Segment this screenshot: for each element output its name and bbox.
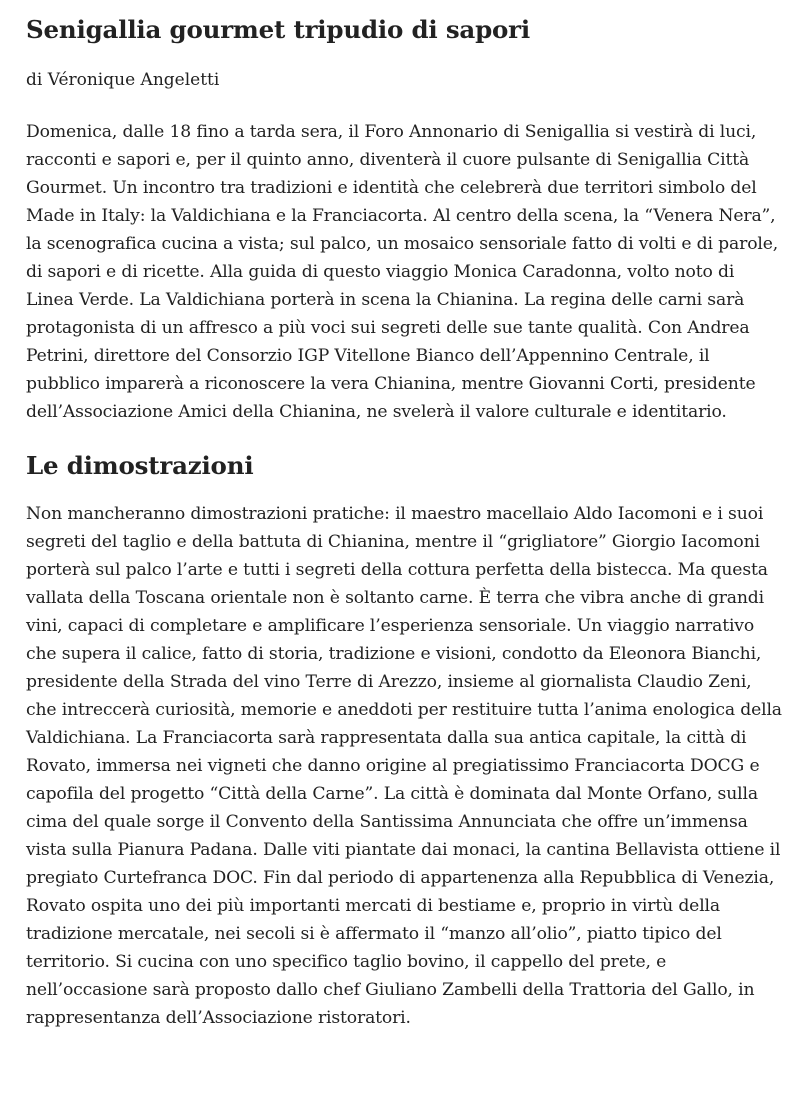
section-heading: Le dimostrazioni bbox=[26, 451, 254, 480]
article-title: Senigallia gourmet tripudio di sapori bbox=[26, 15, 530, 44]
intro-paragraph: Domenica, dalle 18 fino a tarda sera, il Foro Annonario di Senigallia si vestirà di luci, racconti e sapori e, per il quinto anno, diventerà il cuore pulsante di Senigallia Città Gourmet. Un incontro tra tradizioni e identità che celebrerà due territori simbolo del Made in Italy: la Valdichiana e la Franciacorta. Al centro della scena, la “Venera Nera”, la scenografica cucina a vista; sul palco, un mosaico sensoriale fatto di volti e di parole, di sapori e di ricette. Alla guida di questo viaggio Monica Caradonna, volto noto di Linea Verde. La Valdichiana porterà in scena la Chianina. La regina delle carni sarà protagonista di un affresco a più voci sui segreti delle sue tante qualità. Con Andrea Petrini, direttore del Consorzio IGP Vitellone Bianco dell’Appennino Centrale, il pubblico imparerà a riconoscere la vera Chianina, mentre Giovanni Corti, presidente dell’Associazione Amici della Chianina, ne svelerà il valore culturale e identitario. bbox=[26, 122, 779, 422]
author-byline: di Véronique Angeletti bbox=[26, 70, 220, 90]
demonstrations-paragraph: Non mancheranno dimostrazioni pratiche: il maestro macellaio Aldo Iacomoni e i suoi segreti del taglio e della battuta di Chianina, mentre il “grigliatore” Giorgio Iacomoni porterà sul palco l’arte e tutti i segreti della cottura perfetta della bistecca. Ma questa vallata della Toscana orientale non è soltanto carne. È terra che vibra anche di grandi vini, capaci di completare e amplificare l’esperienza sensoriale. Un viaggio narrativo che supera il calice, fatto di storia, tradizione e visioni, condotto da Eleonora Bianchi, presidente della Strada del vino Terre di Arezzo, insieme al giornalista Claudio Zeni, che intreccerà curiosità, memorie e aneddoti per restituire tutta l’anima enologica della Valdichiana. La Franciacorta sarà rappresentata dalla sua antica capitale, la città di Rovato, immersa nei vigneti che danno origine al pregiatissimo Franciacorta DOCG e capofila del progetto “Città della Carne”. La città è dominata dal Monte Orfano, sulla cima del quale sorge il Convento della Santissima Annunciata che offre un’immensa vista sulla Pianura Padana. Dalle viti piantate dai monaci, la cantina Bellavista ottiene il pregiato Curtefranca DOC. Fin dal periodo di appartenenza alla Repubblica di Venezia, Rovato ospita uno dei più importanti mercati di bestiame e, proprio in virtù della tradizione mercatale, nei secoli si è affermato il “manzo all’olio”, piatto tipico del territorio. Si cucina con uno specifico taglio bovino, il cappello del prete, e nell’occasione sarà proposto dallo chef Giuliano Zambelli della Trattoria del Gallo, in rappresentanza dell’Associazione ristoratori. bbox=[26, 504, 782, 1028]
